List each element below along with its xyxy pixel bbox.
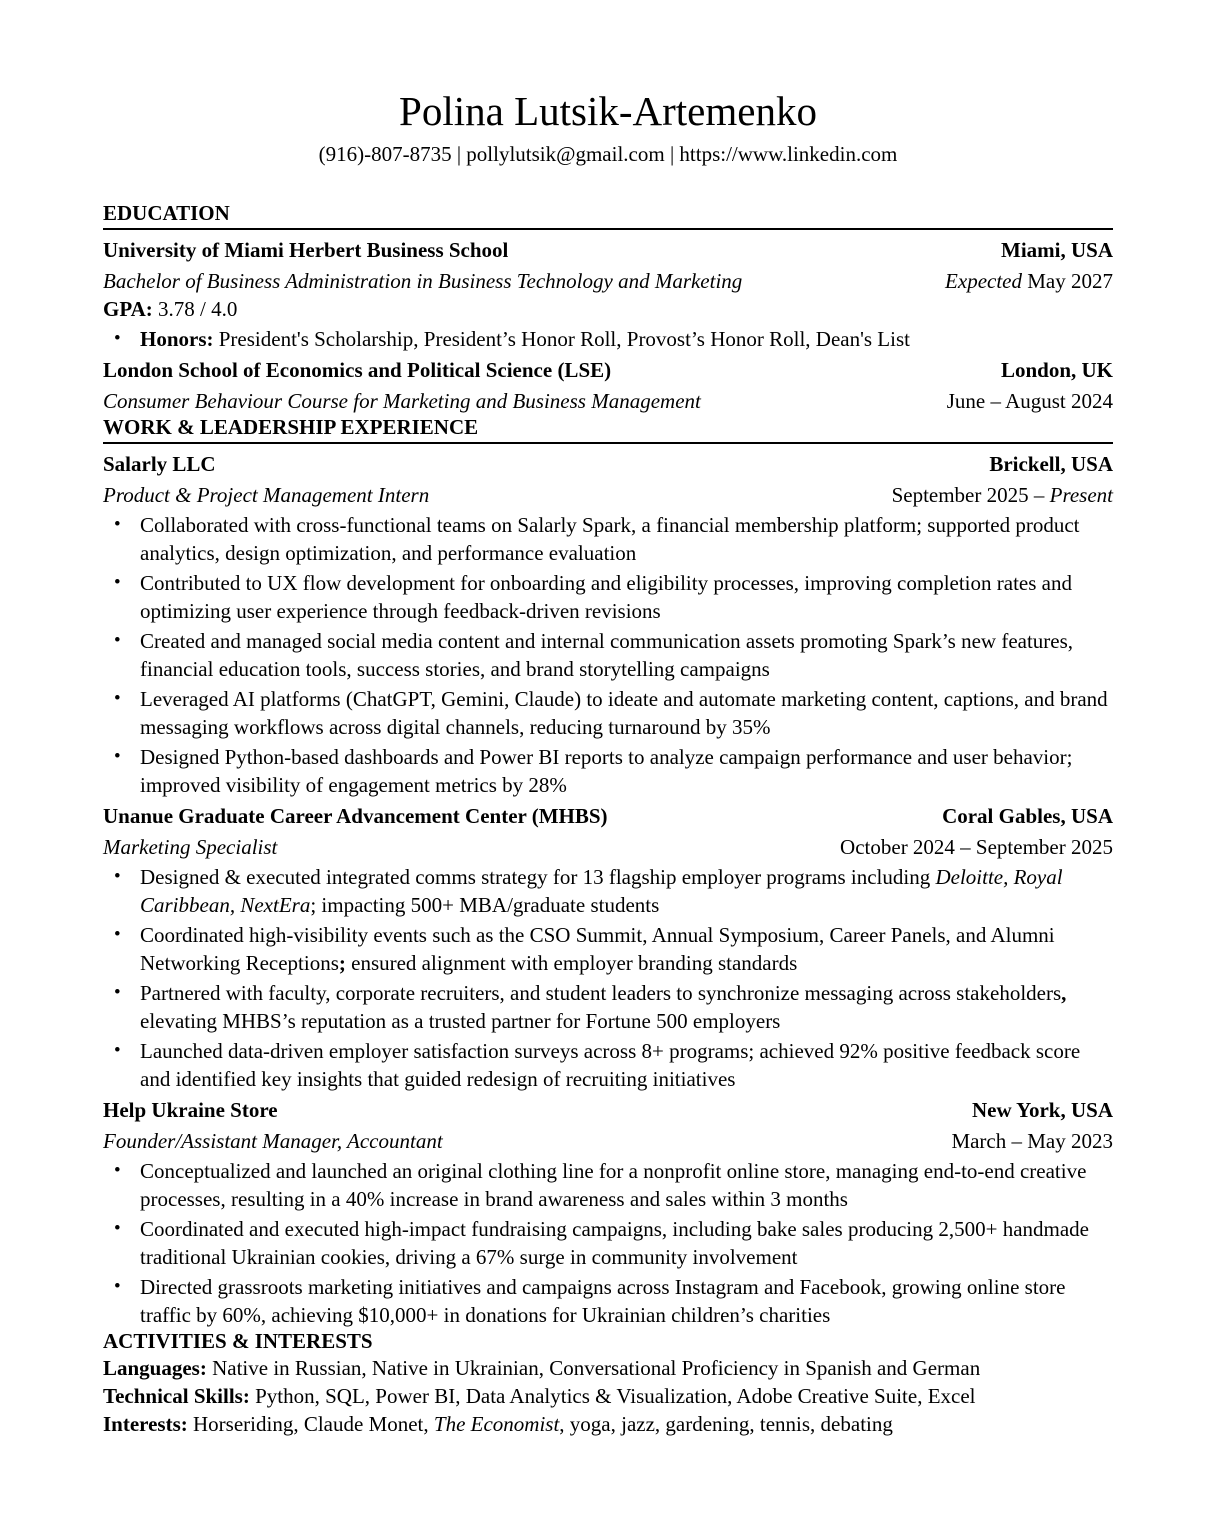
entry-row (103, 1096, 1113, 1124)
text-segment: elevating MHBS’s reputation as a trusted partner for Fortune 500 employers (140, 1009, 781, 1033)
text-segment: Coordinated and executed high-impact fundraising campaigns, including bake sales producing 2,500+ handmade traditional Ukrainian cookies, driving a 67% surge in community involvement (140, 1217, 1089, 1269)
text-segment: , (1061, 981, 1067, 1005)
entry-right (933, 1127, 1113, 1155)
section-title-education: EDUCATION (103, 201, 1113, 230)
text-segment: London School of Economics and Political Science (LSE) (103, 358, 612, 382)
text-segment: The Economist (433, 1412, 560, 1436)
bullet-text (140, 627, 1113, 683)
entry-row (103, 481, 1113, 509)
entry-right (983, 356, 1113, 384)
section-title-work-experience: WORK & LEADERSHIP EXPERIENCE (103, 415, 1113, 444)
bullet-marker-icon: • (114, 1276, 121, 1297)
text-segment: Collaborated with cross-functional teams on Salarly Spark, a financial membership platform; supported product analytics, design optimization, and performance evaluation (140, 513, 1080, 565)
text-segment: ; impacting 500+ MBA/graduate students (310, 893, 660, 917)
bullet-text (140, 1215, 1113, 1271)
text-segment: Expected (945, 269, 1022, 293)
entry-right (929, 387, 1113, 415)
text-segment: Bachelor of Business Administration in Business Technology and Marketing (103, 269, 743, 293)
bullet-item (103, 921, 1113, 977)
entry-right (924, 802, 1113, 830)
text-segment: Languages: (103, 1356, 207, 1380)
bullet-marker-icon: • (114, 328, 121, 349)
bullet-text (140, 921, 1113, 977)
entry-left (103, 802, 924, 830)
section-title-activities-interests: ACTIVITIES & INTERESTS (103, 1329, 373, 1353)
text-segment: October 2024 – September 2025 (840, 835, 1113, 859)
entry-right (822, 833, 1113, 861)
section-activities-interests (103, 1329, 1113, 1438)
section-education (103, 201, 1113, 415)
text-line (103, 295, 1113, 323)
text-segment: Designed & executed integrated comms strategy for 13 flagship employer programs including (140, 865, 936, 889)
bullet-marker-icon: • (114, 866, 121, 887)
bullet-item (103, 685, 1113, 741)
text-segment: Coordinated high-visibility events such as the CSO Summit, Annual Symposium, Career Panels, and Alumni Networking Receptions (140, 923, 1055, 975)
bullet-item (103, 1037, 1113, 1093)
entry-row (103, 1127, 1113, 1155)
bullet-text (140, 511, 1113, 567)
text-segment: May 2027 (1022, 269, 1113, 293)
entry-row (103, 236, 1113, 264)
entry-left (103, 833, 822, 861)
text-segment: Salarly LLC (103, 452, 216, 476)
entry-right (971, 450, 1113, 478)
bullet-item (103, 1273, 1113, 1329)
entry-row (103, 802, 1113, 830)
entry-left (103, 450, 971, 478)
text-segment: Launched data-driven employer satisfaction surveys across 8+ programs; achieved 92% positive feedback score and identified key insights that guided redesign of recruiting initiatives (140, 1039, 1081, 1091)
text-segment: September 2025 – (891, 483, 1050, 507)
entry-row (103, 833, 1113, 861)
text-segment: President's Scholarship, President’s Honor Roll, Provost’s Honor Roll, Dean's List (213, 327, 910, 351)
entry-right (927, 267, 1113, 295)
bullet-item (103, 863, 1113, 919)
text-segment: June – August 2024 (946, 389, 1113, 413)
text-segment: March – May 2023 (951, 1129, 1113, 1153)
text-segment: ; (338, 951, 346, 975)
bullet-item (103, 511, 1113, 567)
bullet-text (140, 1157, 1113, 1213)
text-segment: Founder/Assistant Manager, Accountant (103, 1129, 443, 1153)
bullet-marker-icon: • (114, 1218, 121, 1239)
bullet-item (103, 627, 1113, 683)
bullet-marker-icon: • (114, 982, 121, 1003)
bullet-item (103, 1215, 1113, 1271)
text-segment: ensured alignment with employer branding standards (345, 951, 798, 975)
entry-left (103, 356, 983, 384)
text-segment: Consumer Behaviour Course for Marketing and Business Management (103, 389, 701, 413)
text-segment: Created and managed social media content and internal communication assets promoting Spark’s new features, financial education tools, success stories, and brand storytelling campaigns (140, 629, 1074, 681)
bullet-marker-icon: • (114, 630, 121, 651)
bullet-item (103, 325, 1113, 353)
bullet-text (140, 863, 1113, 919)
text-line (103, 1354, 1113, 1382)
bullet-text (140, 1037, 1113, 1093)
text-segment: Marketing Specialist (103, 835, 278, 859)
text-segment: Brickell, USA (989, 452, 1113, 476)
text-segment: Technical Skills: (103, 1384, 250, 1408)
bullet-marker-icon: • (114, 746, 121, 767)
text-line (103, 1382, 1113, 1410)
bullet-item (103, 743, 1113, 799)
bullet-text (140, 743, 1113, 799)
text-segment: Horseriding, Claude Monet, (187, 1412, 434, 1436)
candidate-name: Polina Lutsik-Artemenko (399, 88, 817, 134)
bullet-item (103, 569, 1113, 625)
entry-row (103, 387, 1113, 415)
entry-row (103, 267, 1113, 295)
section-body-activities-interests (103, 1354, 1113, 1438)
contact-info: (916)-807-8735 | pollylutsik@gmail.com | https://www.linkedin.com (318, 142, 898, 166)
entry-right (874, 481, 1113, 509)
text-segment: Deloitte, Royal Caribbean, NextEra (140, 865, 1063, 917)
entry-left (103, 267, 927, 295)
bullet-marker-icon: • (114, 1040, 121, 1061)
text-segment: Directed grassroots marketing initiatives and campaigns across Instagram and Facebook, growing online store traffic by 60%, achieving $10,000+ in donations for Ukrainian children’s charities (140, 1275, 1066, 1327)
entry-left (103, 481, 874, 509)
entry-left (103, 1127, 933, 1155)
text-segment: Coral Gables, USA (942, 804, 1113, 828)
entry-left (103, 1096, 954, 1124)
text-line (103, 1410, 1113, 1438)
bullet-text (140, 979, 1113, 1035)
text-segment: Unanue Graduate Career Advancement Center (MHBS) (103, 804, 608, 828)
text-segment: Native in Russian, Native in Ukrainian, Conversational Proficiency in Spanish and German (206, 1356, 981, 1380)
text-segment: Designed Python-based dashboards and Power BI reports to analyze campaign performance and user behavior; improved visibility of engagement metrics by 28% (140, 745, 1073, 797)
text-segment: Contributed to UX flow development for onboarding and eligibility processes, improving completion rates and optimizing user experience through feedback-driven revisions (140, 571, 1072, 623)
text-segment: Honors: (140, 327, 214, 351)
bullet-item (103, 1157, 1113, 1213)
text-segment: Leveraged AI platforms (ChatGPT, Gemini, Claude) to ideate and automate marketing content, captions, and brand messaging workflows across digital channels, reducing turnaround by 35% (140, 687, 1108, 739)
entry-right (983, 236, 1113, 264)
entry-left (103, 387, 929, 415)
entry-row (103, 356, 1113, 384)
section-body-work-experience (103, 450, 1113, 1329)
bullet-text (140, 685, 1113, 741)
entry-row (103, 450, 1113, 478)
entry-left (103, 236, 983, 264)
text-segment: Product & Project Management Intern (103, 483, 430, 507)
bullet-marker-icon: • (114, 1160, 121, 1181)
text-segment: Present (1049, 483, 1113, 507)
section-body-education (103, 236, 1113, 415)
bullet-text (140, 325, 1113, 353)
bullet-item (103, 979, 1113, 1035)
bullet-marker-icon: • (114, 924, 121, 945)
bullet-text (140, 1273, 1113, 1329)
text-segment: Interests: (103, 1412, 188, 1436)
text-segment: 3.78 / 4.0 (152, 297, 238, 321)
text-segment: GPA: (103, 297, 153, 321)
text-segment: Help Ukraine Store (103, 1098, 278, 1122)
text-segment: London, UK (1000, 358, 1113, 382)
bullet-marker-icon: • (114, 688, 121, 709)
text-segment: University of Miami Herbert Business School (103, 238, 509, 262)
entry-right (954, 1096, 1113, 1124)
bullet-text (140, 569, 1113, 625)
text-segment: Conceptualized and launched an original clothing line for a nonprofit online store, managing end-to-end creative processes, resulting in a 40% increase in brand awareness and sales within 3 months (140, 1159, 1087, 1211)
text-segment: , yoga, jazz, gardening, tennis, debating (559, 1412, 893, 1436)
text-segment: Miami, USA (1001, 238, 1113, 262)
text-segment: New York, USA (972, 1098, 1113, 1122)
bullet-marker-icon: • (114, 514, 121, 535)
section-work-experience (103, 415, 1113, 1329)
text-segment: Partnered with faculty, corporate recruiters, and student leaders to synchronize messaging across stakeholders (140, 981, 1062, 1005)
text-segment: Python, SQL, Power BI, Data Analytics & Visualization, Adobe Creative Suite, Excel (249, 1384, 976, 1408)
bullet-marker-icon: • (114, 572, 121, 593)
